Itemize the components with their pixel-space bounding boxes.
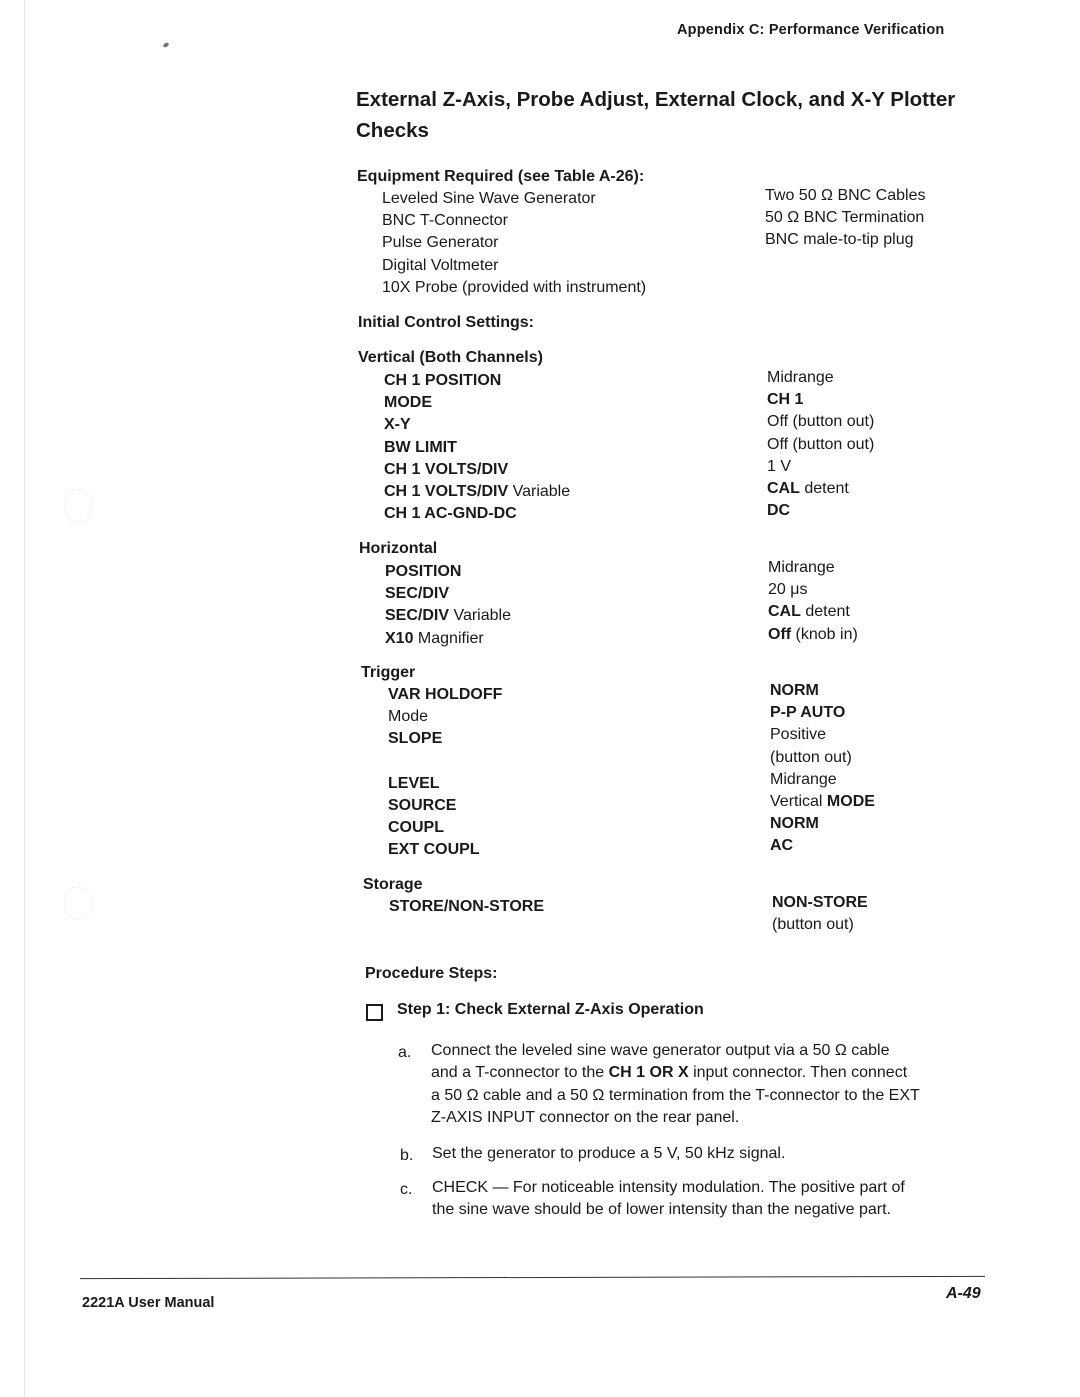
control-name: CH 1 AC-GND-DC [384, 505, 517, 523]
equipment-heading: Equipment Required (see Table A-26): [357, 168, 645, 185]
setting-text: Vertical [770, 793, 827, 811]
horizontal-control [385, 605, 511, 627]
horizontal-heading: Horizontal [359, 540, 438, 557]
equipment-item: BNC T-Connector [382, 212, 508, 230]
setting-keyword: VAR HOLDOFF [388, 686, 503, 703]
trigger-values [770, 680, 875, 858]
equipment-list-right [765, 185, 925, 252]
setting-text: 20 μs [768, 581, 808, 599]
control-name: CH 1 POSITION [384, 372, 502, 389]
footer-rule [80, 1276, 985, 1279]
vertical-control [384, 481, 570, 503]
trigger-heading: Trigger [361, 664, 416, 681]
horizontal-control [385, 628, 511, 650]
storage-value-note: (button out) [772, 916, 854, 933]
equipment-item: Digital Voltmeter [382, 256, 499, 274]
step-item-label: a. [398, 1044, 412, 1061]
trigger-setting [770, 747, 875, 769]
section-title: External Z-Axis, Probe Adjust, External Clock, and X-Y Plotter Checks [356, 88, 956, 142]
equipment-item: BNC male-to-tip plug [765, 231, 914, 249]
running-header: Appendix C: Performance Verification [677, 22, 945, 38]
step-text: Connect the leveled sine wave generator output via a 50 Ω cable [431, 1042, 890, 1059]
footer-manual-name: 2221A User Manual [82, 1295, 215, 1311]
storage-heading: Storage [363, 876, 423, 893]
step-item-line [431, 1040, 991, 1062]
setting-text: Off (button out) [767, 413, 875, 431]
setting-keyword: EXT COUPL [388, 841, 480, 859]
vertical-control [384, 437, 570, 459]
trigger-control [388, 706, 502, 728]
setting-text: Midrange [767, 369, 834, 386]
step-text: Z-AXIS INPUT connector on the rear panel. [431, 1109, 740, 1127]
step-text: input connector. Then connect [688, 1064, 908, 1082]
scan-speck [162, 42, 169, 48]
setting-keyword: COUPL [388, 819, 444, 837]
vertical-control [384, 414, 570, 436]
horizontal-control [385, 561, 511, 583]
step-item-line [432, 1199, 992, 1221]
step-item-label: b. [400, 1147, 414, 1164]
horizontal-control [385, 583, 511, 605]
step-text: CHECK — For noticeable intensity modulation. The positive part of [432, 1179, 905, 1196]
trigger-controls [388, 684, 502, 862]
initial-settings-heading: Initial Control Settings: [358, 314, 534, 331]
vertical-setting [767, 478, 874, 500]
horizontal-setting [768, 601, 858, 623]
control-name: X-Y [384, 416, 411, 434]
vertical-setting [767, 411, 874, 433]
setting-text: detent [799, 480, 849, 498]
setting-text: (knob in) [791, 625, 858, 643]
setting-keyword: DC [767, 502, 791, 520]
trigger-setting [770, 724, 875, 746]
control-name: CH 1 VOLTS/DIV [384, 483, 509, 501]
vertical-control [384, 459, 570, 481]
trigger-control [388, 817, 502, 839]
setting-keyword: CAL [767, 480, 800, 498]
storage-value: NON-STORE [772, 894, 868, 911]
control-suffix: Magnifier [413, 629, 484, 647]
vertical-setting [767, 456, 874, 478]
vertical-setting [767, 434, 874, 456]
setting-text: 1 V [767, 457, 792, 475]
step-item-text [432, 1143, 992, 1165]
setting-text: Mode [388, 708, 429, 726]
trigger-setting [770, 702, 875, 724]
trigger-setting [770, 680, 875, 702]
vertical-controls [384, 370, 570, 525]
step-item-line [431, 1085, 991, 1107]
equipment-item: 50 Ω BNC Termination [765, 209, 925, 227]
equipment-list-left [382, 188, 646, 299]
scan-edge-line [24, 0, 25, 1397]
procedure-heading: Procedure Steps: [365, 965, 498, 982]
setting-keyword: CH 1 [767, 391, 804, 409]
vertical-heading: Vertical (Both Channels) [358, 349, 543, 366]
setting-text: Positive [770, 726, 827, 744]
punch-hole-shadow [64, 886, 92, 920]
setting-keyword: SOURCE [388, 797, 457, 815]
trigger-setting [770, 791, 875, 813]
step-text: and a T-connector to the [431, 1064, 609, 1082]
punch-hole-shadow [64, 489, 92, 523]
control-name: MODE [384, 394, 432, 412]
setting-text: detent [800, 603, 850, 621]
horizontal-values [768, 557, 858, 646]
horizontal-setting [768, 557, 858, 579]
control-name: SEC/DIV [385, 585, 450, 603]
horizontal-controls [385, 561, 511, 650]
setting-keyword: AC [770, 837, 794, 855]
setting-text: Midrange [768, 559, 835, 576]
setting-keyword: LEVEL [388, 774, 440, 792]
trigger-control [388, 751, 502, 773]
vertical-control [384, 503, 570, 525]
control-name: POSITION [385, 563, 462, 580]
horizontal-setting [768, 579, 858, 601]
setting-text: Off (button out) [767, 435, 875, 453]
vertical-values [767, 367, 874, 522]
setting-keyword: Off [768, 625, 792, 643]
setting-text: Midrange [770, 770, 837, 788]
step-item-text [431, 1040, 991, 1130]
setting-keyword: MODE [826, 793, 875, 811]
control-suffix: Variable [508, 483, 571, 501]
setting-text: (button out) [770, 748, 852, 766]
setting-keyword: NORM [770, 682, 819, 699]
equipment-item: Leveled Sine Wave Generator [382, 190, 596, 207]
equipment-item: Two 50 Ω BNC Cables [765, 187, 926, 204]
setting-keyword: NORM [770, 815, 819, 833]
trigger-setting [770, 769, 875, 791]
control-name: X10 [385, 629, 414, 647]
footer-page-number: A-49 [946, 1285, 981, 1302]
control-name: CH 1 VOLTS/DIV [384, 460, 509, 478]
step-text: Set the generator to produce a 5 V, 50 kHz signal. [432, 1145, 786, 1162]
equipment-item: 10X Probe (provided with instrument) [382, 278, 647, 296]
step-item-text [432, 1177, 992, 1222]
trigger-control [388, 839, 502, 861]
control-name: SEC/DIV [385, 607, 450, 625]
step-item-line [432, 1177, 992, 1199]
control-keyword: CH 1 OR X [608, 1064, 689, 1082]
vertical-setting [767, 367, 874, 389]
trigger-control [388, 728, 502, 750]
step-text: a 50 Ω cable and a 50 Ω termination from the T-connector to the EXT [431, 1086, 920, 1104]
control-suffix: Variable [449, 607, 511, 625]
trigger-setting [770, 813, 875, 835]
trigger-control [388, 795, 502, 817]
equipment-item: Pulse Generator [382, 234, 499, 252]
step-item-line [432, 1143, 992, 1165]
vertical-setting [767, 500, 874, 522]
vertical-control [384, 392, 570, 414]
vertical-setting [767, 389, 874, 411]
step-text: the sine wave should be of lower intensity than the negative part. [432, 1201, 891, 1219]
vertical-control [384, 370, 570, 392]
trigger-control [388, 684, 502, 706]
control-name: BW LIMIT [384, 438, 457, 456]
step-checkbox[interactable] [366, 1004, 383, 1021]
step-item-line [431, 1107, 991, 1129]
horizontal-setting [768, 624, 858, 646]
step-item-line [431, 1062, 991, 1084]
trigger-control [388, 773, 502, 795]
step-item-label: c. [400, 1181, 413, 1198]
step-1-title: Step 1: Check External Z-Axis Operation [397, 1001, 704, 1018]
setting-keyword: CAL [768, 603, 801, 621]
trigger-setting [770, 835, 875, 857]
setting-keyword: SLOPE [388, 730, 443, 748]
storage-control: STORE/NON-STORE [389, 898, 544, 915]
setting-keyword: P-P AUTO [770, 704, 846, 722]
